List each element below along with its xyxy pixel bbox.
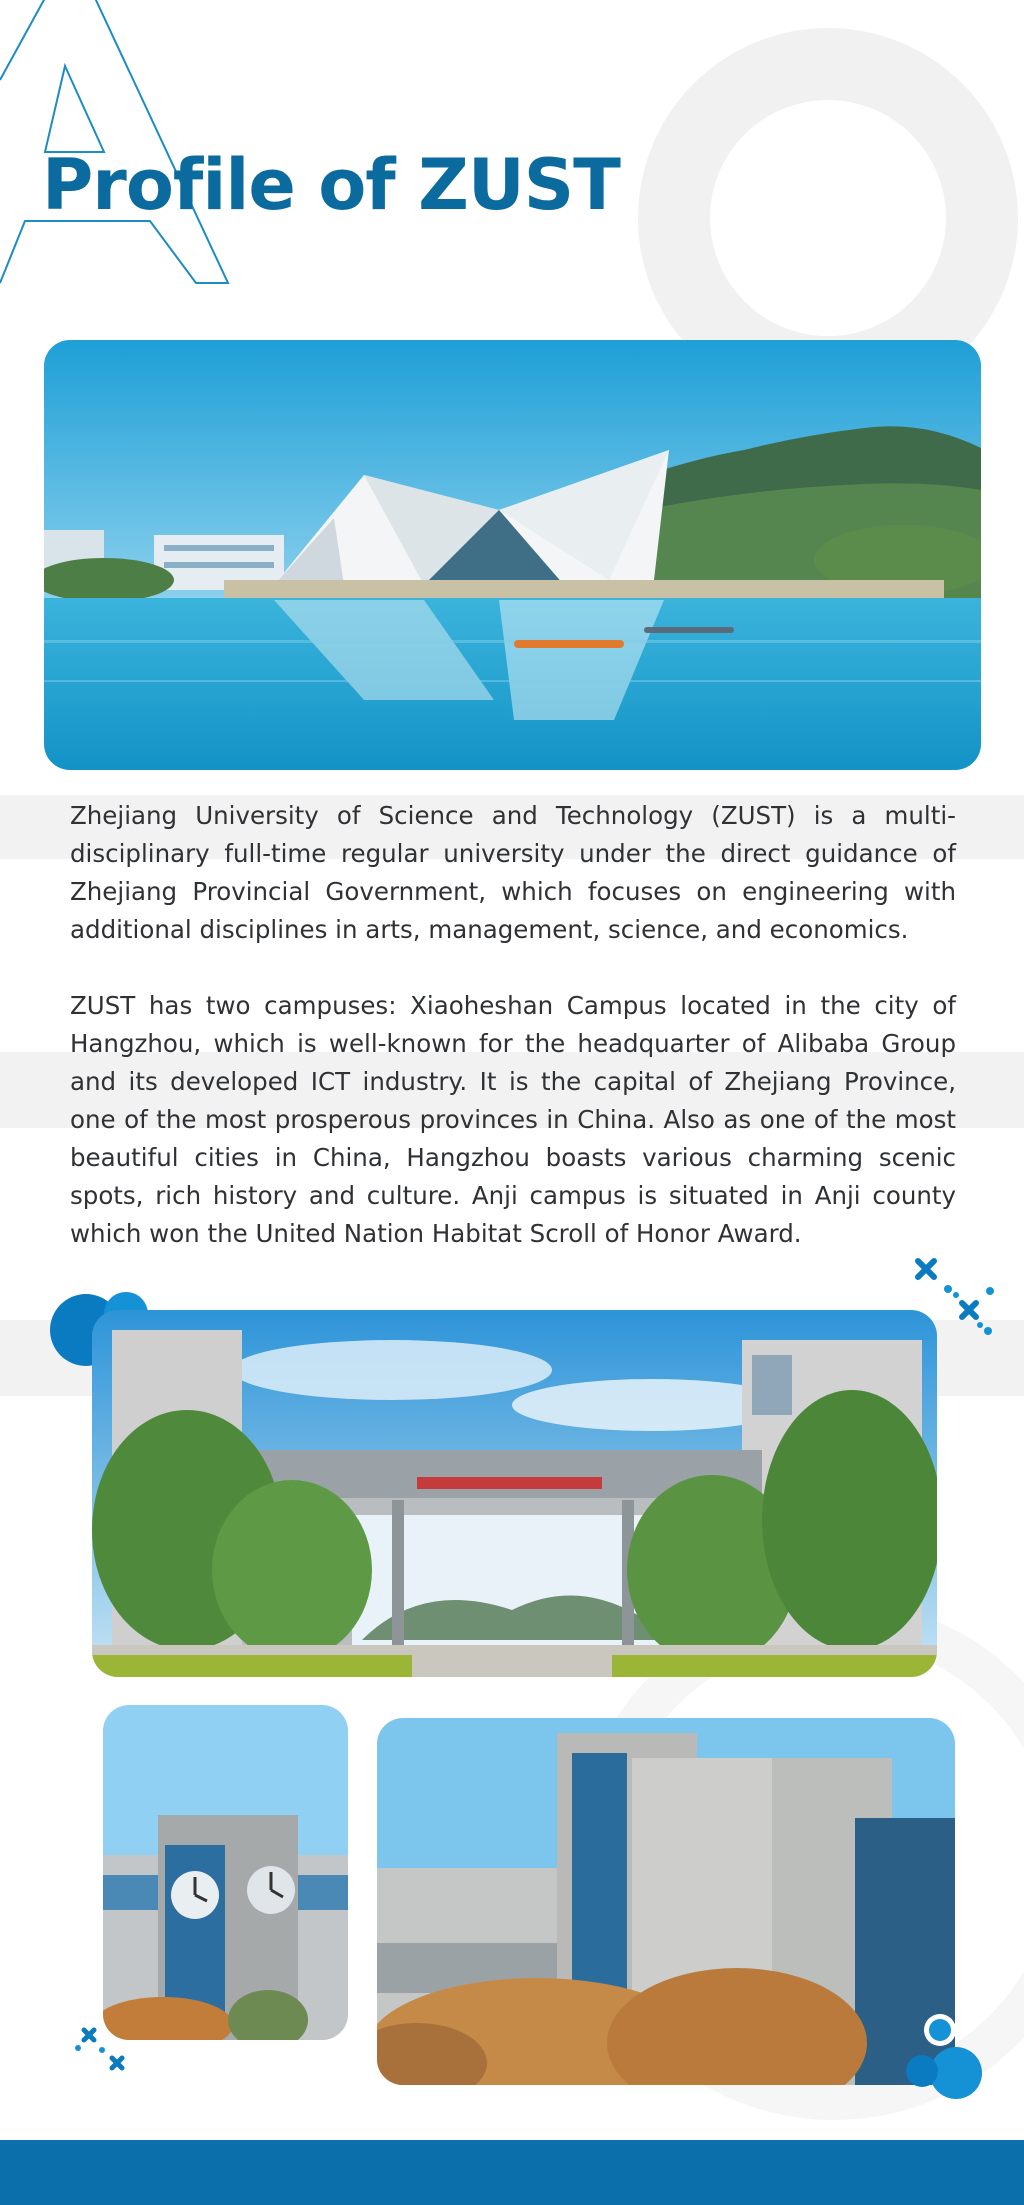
footer-band — [0, 2140, 1024, 2205]
hero-campus-photo — [44, 340, 981, 770]
bubbles-decoration — [898, 2005, 988, 2115]
page-title: Profile of ZUST — [42, 144, 620, 226]
campus-building-photo — [377, 1718, 955, 2085]
cross-dots-decoration — [72, 2020, 142, 2080]
campus-gate-photo — [92, 1310, 937, 1677]
intro-paragraph: Zhejiang University of Science and Technology (ZUST) is a multi-disciplinary full-time regular university under the direct guidance of Zhejiang Provincial Government, which focuses on engineering with additional disciplines in arts, management, science, and economics. — [70, 801, 956, 944]
campus-paragraph: ZUST has two campuses: Xiaoheshan Campus located in the city of Hangzhou, which is well-known for the headquarter of Alibaba Group and its developed ICT industry. It is the capital of Zhejiang Province, one of the most prosperous provinces in China. Also as one of the most beautiful cities in China, Hangzhou boasts various charming scenic spots, rich history and culture. Anji campus is situated in Anji county which won the United Nation Habitat Scroll of Honor Award. — [70, 991, 956, 1248]
clock-tower-photo — [103, 1705, 348, 2040]
